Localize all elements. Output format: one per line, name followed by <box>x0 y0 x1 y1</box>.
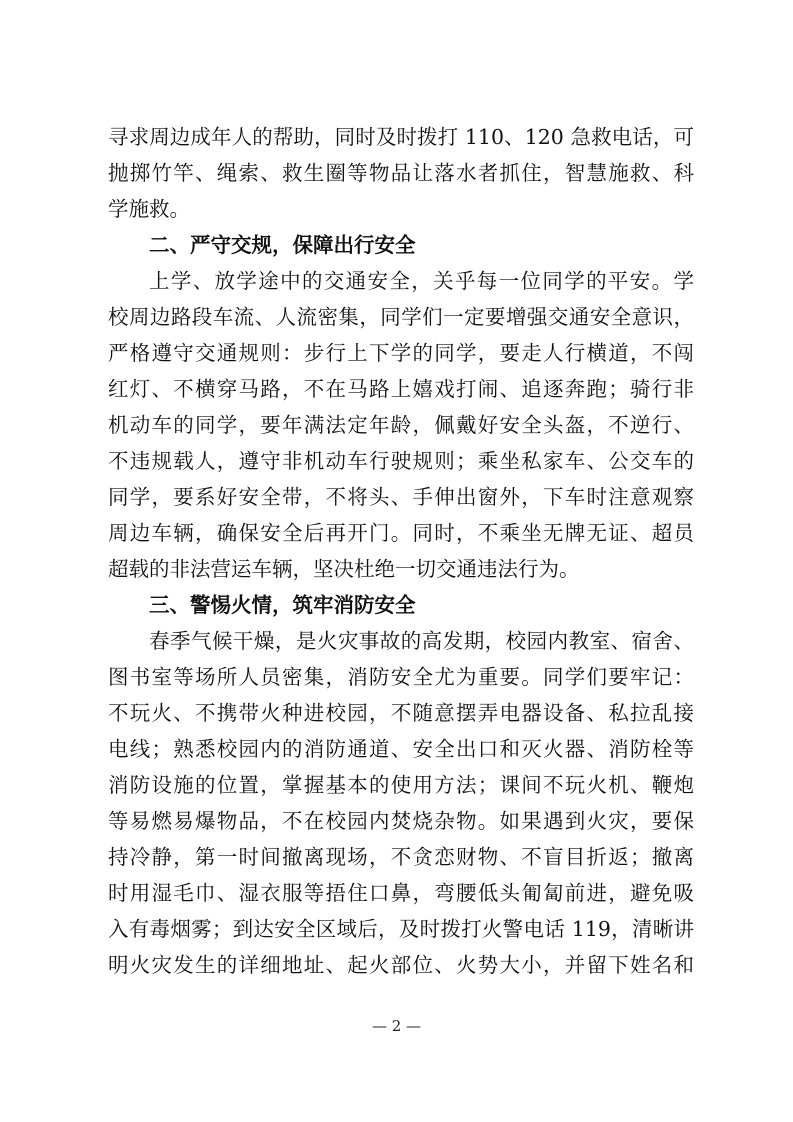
text-line: 不违规载人，遵守非机动车行驶规则；乘坐私家车、公交车的 <box>108 449 694 473</box>
text-line: 校周边路段车流、人流密集，同学们一定要增强交通安全意识， <box>108 305 694 329</box>
text-line: 红灯、不横穿马路，不在马路上嬉戏打闹、追逐奔跑；骑行非 <box>108 377 694 401</box>
text-line: 抛掷竹竿、绳索、救生圈等物品让落水者抓住，智慧施救、科 <box>108 161 694 185</box>
text-line: 时用湿毛巾、湿衣服等捂住口鼻，弯腰低头匍匐前进，避免吸 <box>108 881 694 905</box>
text-line: 学施救。 <box>108 197 190 221</box>
section-heading-traffic: 二、严守交规，保障出行安全 <box>149 233 416 257</box>
text-line: 明火灾发生的详细地址、起火部位、火势大小，并留下姓名和 <box>108 953 694 977</box>
section-heading-fire: 三、警惕火情，筑牢消防安全 <box>149 593 416 617</box>
text-line: 入有毒烟雾；到达安全区域后，及时拨打火警电话 119，清晰讲 <box>108 917 694 941</box>
text-line: 超载的非法营运车辆，坚决杜绝一切交通违法行为。 <box>108 557 580 581</box>
text-line: 机动车的同学，要年满法定年龄，佩戴好安全头盔，不逆行、 <box>108 413 694 437</box>
text-line: 消防设施的位置，掌握基本的使用方法；课间不玩火机、鞭炮 <box>108 773 694 797</box>
text-line: 持冷静，第一时间撤离现场，不贪恋财物、不盲目折返；撤离 <box>108 845 694 869</box>
text-line: 春季气候干燥，是火灾事故的高发期，校园内教室、宿舍、 <box>149 629 694 653</box>
text-line: 图书室等场所人员密集，消防安全尤为重要。同学们要牢记： <box>108 665 694 689</box>
text-line: 寻求周边成年人的帮助，同时及时拨打 110、120 急救电话，可 <box>108 125 694 149</box>
text-line: 不玩火、不携带火种进校园，不随意摆弄电器设备、私拉乱接 <box>108 701 694 725</box>
page-number: — 2 — <box>371 1017 422 1035</box>
text-line: 上学、放学途中的交通安全，关乎每一位同学的平安。学 <box>149 269 694 293</box>
body-text <box>108 119 694 983</box>
text-line: 等易燃易爆物品，不在校园内焚烧杂物。如果遇到火灾，要保 <box>108 809 694 833</box>
text-line: 电线；熟悉校园内的消防通道、安全出口和灭火器、消防栓等 <box>108 737 694 761</box>
text-line: 同学，要系好安全带，不将头、手伸出窗外，下车时注意观察 <box>108 485 694 509</box>
text-line: 周边车辆，确保安全后再开门。同时，不乘坐无牌无证、超员 <box>108 521 694 545</box>
text-line: 严格遵守交通规则：步行上下学的同学，要走人行横道，不闯 <box>108 341 694 365</box>
